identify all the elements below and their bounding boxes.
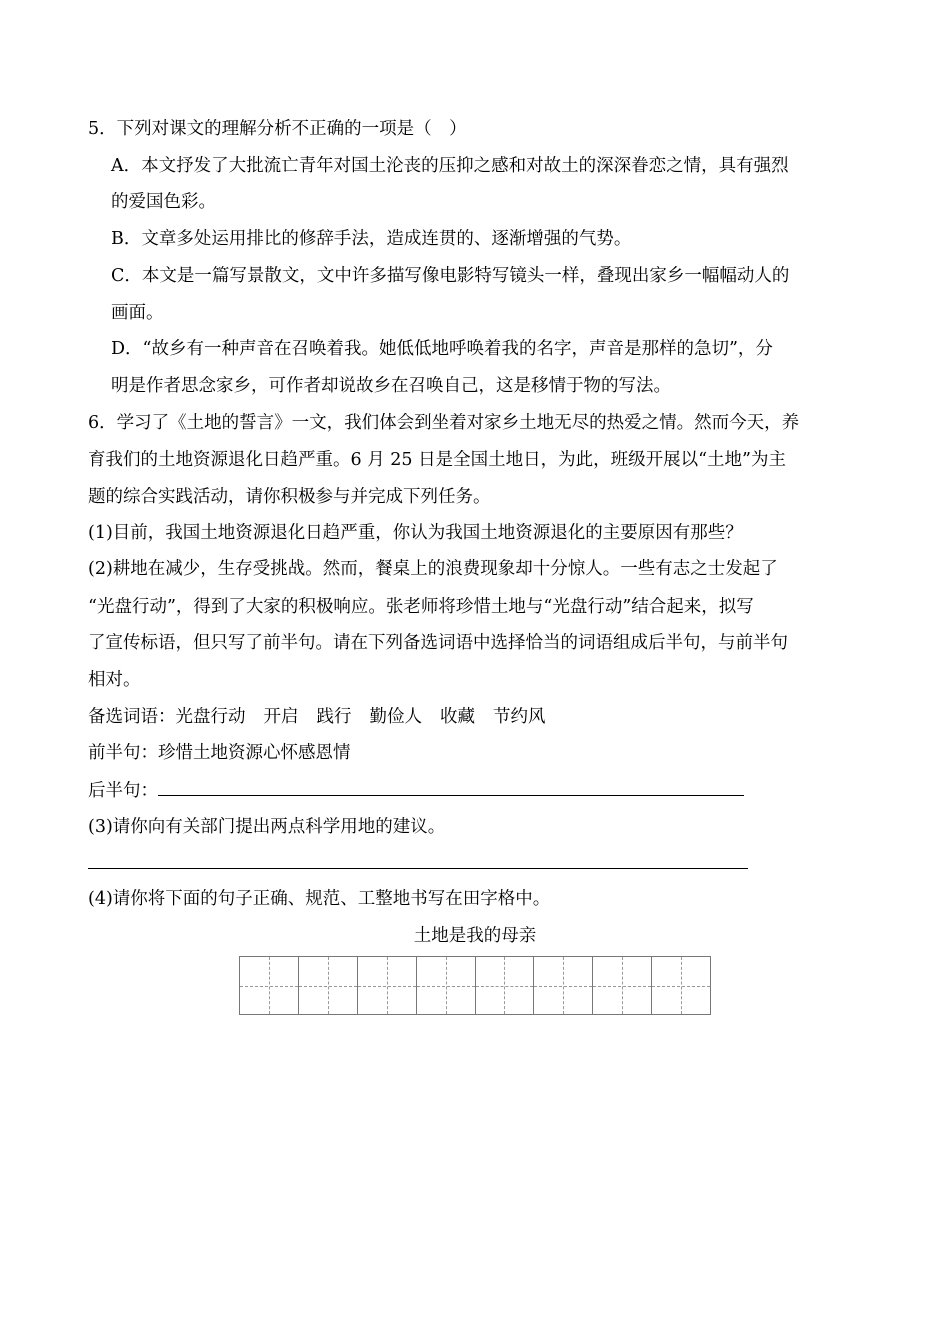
tianzige-grid xyxy=(239,956,711,1015)
second-half-row xyxy=(88,779,744,802)
q5-option-d-line2: 明是作者思念家乡，可作者却说故乡在召唤自己，这是移情于物的写法。 xyxy=(111,376,671,396)
q5-option-c-line2: 画面。 xyxy=(111,303,164,323)
word-option: 收藏 xyxy=(440,707,475,727)
word-option: 节约风 xyxy=(493,707,546,727)
tianzige-cell[interactable] xyxy=(534,957,593,1014)
word-option: 践行 xyxy=(316,707,352,727)
q6-part2-line1: (2)耕地在减少，生存受挑战。然而，餐桌上的浪费现象却十分惊人。一些有志之士发起了 xyxy=(88,559,778,579)
q6-part2-line4: 相对。 xyxy=(88,670,141,690)
word-bank xyxy=(88,706,546,728)
tianzige-cell[interactable] xyxy=(358,957,417,1014)
q5-stem: 5．下列对课文的理解分析不正确的一项是（ ） xyxy=(88,119,467,139)
word-option: 开启 xyxy=(263,707,299,727)
q5-option-d-line1: D．“故乡有一种声音在召唤着我。她低低地呼唤着我的名字，声音是那样的急切”，分 xyxy=(111,339,773,359)
word-option: 勤俭人 xyxy=(369,707,422,727)
tianzige-cell[interactable] xyxy=(652,957,710,1014)
q6-part1: (1)目前，我国土地资源退化日趋严重，你认为我国土地资源退化的主要原因有那些？ xyxy=(88,523,743,543)
q6-intro-line2: 育我们的土地资源退化日趋严重。6 月 25 日是全国土地日，为此，班级开展以“土地”为主 xyxy=(88,450,786,470)
q6-part3: (3)请你向有关部门提出两点科学用地的建议。 xyxy=(88,817,446,837)
word-option: 光盘行动 xyxy=(175,707,246,727)
q6-intro-line1: 6．学习了《土地的誓言》一文，我们体会到坐着对家乡土地无尽的热爱之情。然而今天，养 xyxy=(88,413,800,433)
second-half-answer-blank[interactable] xyxy=(158,779,744,796)
copy-sentence: 土地是我的母亲 xyxy=(413,926,537,946)
word-bank-label: 备选词语： xyxy=(88,707,176,727)
q6-part4: (4)请你将下面的句子正确、规范、工整地书写在田字格中。 xyxy=(88,889,551,909)
q5-option-a-line2: 的爱国色彩。 xyxy=(111,192,216,212)
first-half-sentence: 前半句：珍惜土地资源心怀感恩情 xyxy=(88,743,351,763)
q6-intro-line3: 题的综合实践活动，请你积极参与并完成下列任务。 xyxy=(88,487,491,507)
tianzige-cell[interactable] xyxy=(299,957,358,1014)
q5-option-b: B．文章多处运用排比的修辞手法，造成连贯的、逐渐增强的气势。 xyxy=(111,229,632,249)
q5-option-c-line1: C．本文是一篇写景散文，文中许多描写像电影特写镜头一样，叠现出家乡一幅幅动人的 xyxy=(111,266,790,286)
q6-part2-line2: “光盘行动”，得到了大家的积极响应。张老师将珍惜土地与“光盘行动”结合起来，拟写 xyxy=(88,597,754,617)
tianzige-cell[interactable] xyxy=(417,957,476,1014)
q5-option-a-line1: A．本文抒发了大批流亡青年对国土沦丧的压抑之感和对故土的深深眷恋之情，具有强烈 xyxy=(111,156,789,176)
tianzige-cell[interactable] xyxy=(240,957,299,1014)
tianzige-cell[interactable] xyxy=(593,957,652,1014)
tianzige-cell[interactable] xyxy=(476,957,535,1014)
part3-answer-blank[interactable] xyxy=(88,868,748,869)
q6-part2-line3: 了宣传标语，但只写了前半句。请在下列备选词语中选择恰当的词语组成后半句，与前半句 xyxy=(88,633,788,653)
second-half-label: 后半句： xyxy=(88,781,158,801)
